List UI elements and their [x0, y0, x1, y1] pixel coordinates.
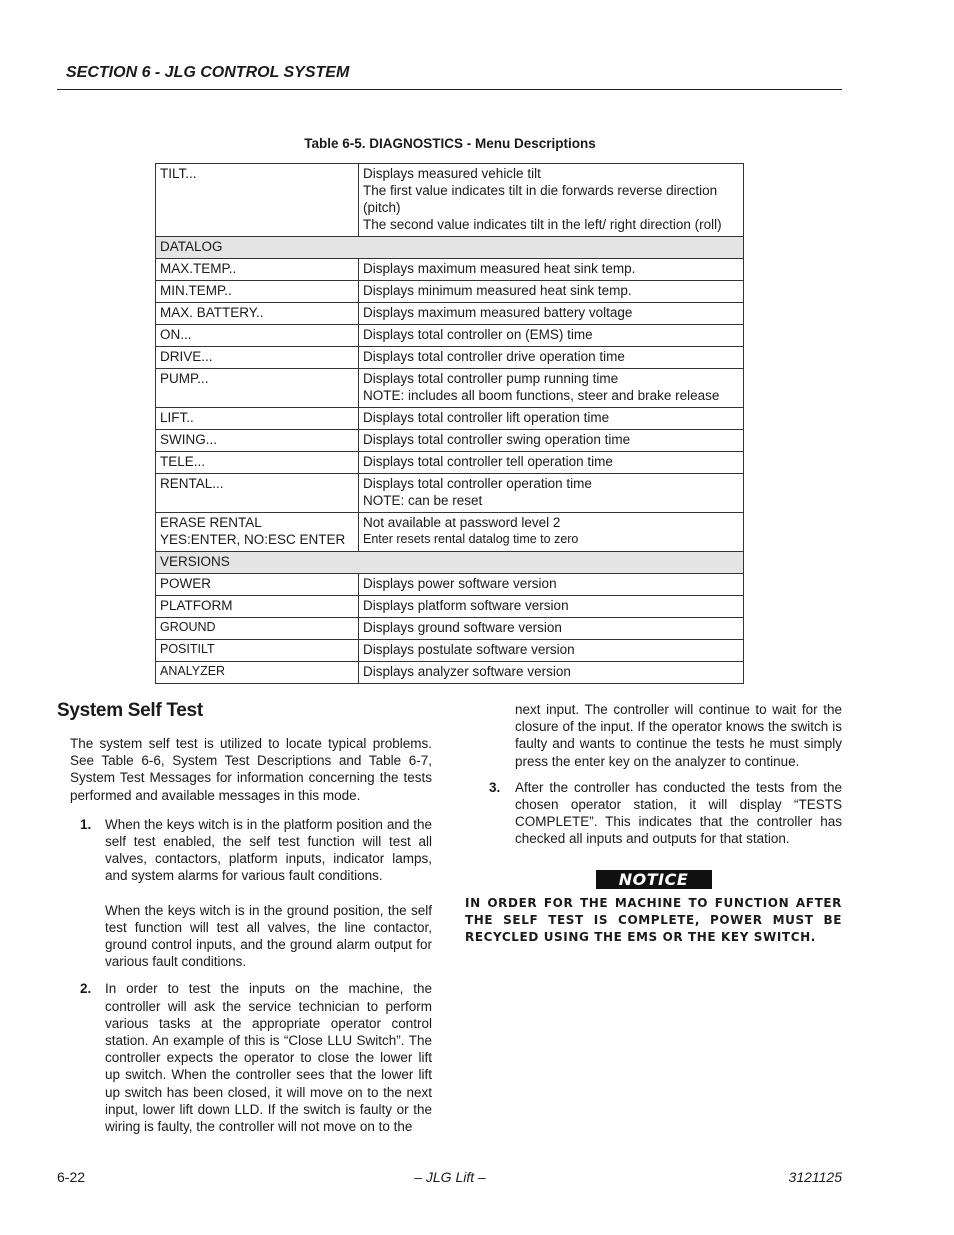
menu-item-cell	[156, 303, 359, 325]
menu-item-cell	[156, 452, 359, 474]
menu-item-label: MAX.TEMP..	[160, 261, 237, 276]
description-cell	[359, 474, 744, 513]
intro-paragraph: The system self test is utilized to locate typical problems. See Table 6-6, System Test Descriptions and Table 6-7, System Test Messages for information concerning the tests performed and available messages in this mode.	[70, 736, 432, 803]
table-row	[156, 347, 744, 369]
item2-continuation: next input. The controller will continue to wait for the closure of the input. If the operator knows the switch is faulty and wants to continue the tests he must simply press the enter key on the analyzer to continue.	[515, 702, 842, 769]
table-row	[156, 452, 744, 474]
table-group-heading-row	[156, 552, 744, 574]
menu-item-label: SWING...	[160, 432, 217, 447]
description-cell	[359, 574, 744, 596]
page-number: 6-22	[57, 1169, 86, 1185]
description-line: Displays total controller pump running time	[363, 371, 619, 386]
group-heading-cell: VERSIONS	[156, 552, 744, 574]
table-row	[156, 513, 744, 552]
description-cell	[359, 452, 744, 474]
menu-item-label: POSITILT	[160, 642, 215, 656]
table-row	[156, 164, 744, 237]
description-line: Displays maximum measured battery voltage	[363, 305, 633, 320]
table-row	[156, 430, 744, 452]
left-column	[70, 735, 432, 1135]
menu-item-cell	[156, 640, 359, 662]
description-line: The second value indicates tilt in the left/ right direction (roll)	[363, 217, 722, 232]
table-row	[156, 325, 744, 347]
menu-item-cell	[156, 325, 359, 347]
section-heading: System Self Test	[57, 700, 203, 721]
notice-badge: NOTICE	[596, 870, 712, 889]
description-line: Displays maximum measured heat sink temp.	[363, 261, 636, 276]
description-line: NOTE: includes all boom functions, steer and brake release	[363, 388, 720, 403]
menu-item-label: MAX. BATTERY..	[160, 305, 264, 320]
footer-title: – JLG Lift –	[414, 1169, 486, 1185]
table-row	[156, 662, 744, 684]
right-column	[465, 701, 842, 946]
menu-item-label: TELE...	[160, 454, 206, 469]
menu-item-label: MIN.TEMP..	[160, 283, 232, 298]
table-row	[156, 303, 744, 325]
description-line: Displays measured vehicle tilt	[363, 166, 541, 181]
diagnostics-table	[155, 163, 744, 684]
description-line: Displays minimum measured heat sink temp.	[363, 283, 632, 298]
table-row	[156, 281, 744, 303]
table-row	[156, 259, 744, 281]
description-line: Not available at password level 2	[363, 515, 561, 530]
menu-item-cell	[156, 596, 359, 618]
description-line: Displays total controller tell operation time	[363, 454, 613, 469]
notice-box	[465, 870, 842, 889]
list-item-2	[70, 980, 432, 1135]
description-line: Displays total controller on (EMS) time	[363, 327, 593, 342]
menu-item-label: ANALYZER	[160, 664, 226, 678]
section-header: SECTION 6 - JLG CONTROL SYSTEM	[66, 64, 350, 81]
menu-item-cell	[156, 662, 359, 684]
description-cell	[359, 303, 744, 325]
description-cell	[359, 347, 744, 369]
table-caption: Table 6-5. DIAGNOSTICS - Menu Descriptions	[304, 136, 596, 151]
table-row	[156, 474, 744, 513]
item1-paragraph-2: When the keys witch is in the ground position, the self test function will test all valves, the line contactor, ground control inputs, and the ground alarm output for various fault conditions.	[105, 902, 432, 970]
description-cell	[359, 325, 744, 347]
list-number: 2.	[80, 981, 92, 997]
notice-text: IN ORDER FOR THE MACHINE TO FUNCTION AFTER THE SELF TEST IS COMPLETE, POWER MUST BE RECYCLED USING THE EMS OR THE KEY SWITCH.	[465, 895, 842, 944]
menu-item-cell	[156, 408, 359, 430]
table-row	[156, 369, 744, 408]
description-cell	[359, 164, 744, 237]
header-rule	[57, 89, 842, 90]
menu-item-label: PLATFORM	[160, 598, 233, 613]
menu-item-cell	[156, 574, 359, 596]
description-line: Displays total controller operation time	[363, 476, 592, 491]
menu-item-cell	[156, 369, 359, 408]
table-row	[156, 618, 744, 640]
table-row	[156, 596, 744, 618]
table-group-heading-row	[156, 237, 744, 259]
description-line: Displays total controller lift operation time	[363, 410, 610, 425]
list-number: 3.	[489, 779, 501, 795]
description-line: Displays total controller swing operation time	[363, 432, 631, 447]
menu-item-label: YES:ENTER, NO:ESC ENTER	[160, 532, 346, 547]
list-number: 1.	[80, 816, 92, 832]
description-cell	[359, 408, 744, 430]
item2-paragraph-1: In order to test the inputs on the machine, the controller will ask the service technician to perform various tasks at the appropriate operator control station. An example of this is “Close LLU Switch”. The controller expects the operator to close the lower lift up switch. When the controller sees that the lower lift up switch has been closed, it will move on to the next input, lower lift down LLD. If the switch is faulty or the wiring is faulty, the controller will not move on to the	[105, 981, 432, 1135]
description-cell	[359, 259, 744, 281]
menu-item-cell	[156, 259, 359, 281]
description-cell	[359, 618, 744, 640]
menu-item-label: LIFT..	[160, 410, 194, 425]
menu-item-cell	[156, 164, 359, 237]
description-cell	[359, 281, 744, 303]
menu-item-label: PUMP...	[160, 371, 209, 386]
description-line: Displays analyzer software version	[363, 664, 571, 679]
menu-item-cell	[156, 281, 359, 303]
menu-item-label: POWER	[160, 576, 212, 591]
list-item-1	[70, 816, 432, 971]
description-cell	[359, 430, 744, 452]
menu-item-label: TILT...	[160, 166, 197, 181]
menu-item-cell	[156, 618, 359, 640]
description-line: Displays power software version	[363, 576, 557, 591]
item3-paragraph: After the controller has conducted the tests from the chosen operator station, it will display “TESTS COMPLETE”. This indicates that the controller has checked all inputs and outputs for that station.	[515, 779, 842, 847]
description-cell	[359, 513, 744, 552]
menu-item-label: ON...	[160, 327, 192, 342]
table-row	[156, 640, 744, 662]
description-line: Displays total controller drive operation time	[363, 349, 625, 364]
description-line: NOTE: can be reset	[363, 493, 483, 508]
item1-paragraph-1: When the keys witch is in the platform position and the self test enabled, the self test function will test all valves, contactors, platform inputs, indicator lamps, and system alarms for various fault conditions.	[105, 816, 432, 884]
menu-item-cell	[156, 513, 359, 552]
description-line: Displays ground software version	[363, 620, 562, 635]
menu-item-label: RENTAL...	[160, 476, 224, 491]
description-line: The first value indicates tilt in die forwards reverse direction (pitch)	[363, 183, 718, 215]
document-number: 3121125	[788, 1169, 842, 1185]
description-line: Displays postulate software version	[363, 642, 575, 657]
list-item-3	[465, 779, 842, 848]
menu-item-label: DRIVE...	[160, 349, 213, 364]
menu-item-label: ERASE RENTAL	[160, 515, 262, 530]
description-line: Displays platform software version	[363, 598, 569, 613]
menu-item-cell	[156, 347, 359, 369]
description-cell	[359, 596, 744, 618]
menu-item-cell	[156, 474, 359, 513]
description-line: Enter resets rental datalog time to zero	[363, 532, 579, 546]
description-cell	[359, 662, 744, 684]
table-row	[156, 408, 744, 430]
table-row	[156, 574, 744, 596]
description-cell	[359, 640, 744, 662]
menu-item-cell	[156, 430, 359, 452]
description-cell	[359, 369, 744, 408]
menu-item-label: GROUND	[160, 620, 216, 634]
group-heading-cell: DATALOG	[156, 237, 744, 259]
